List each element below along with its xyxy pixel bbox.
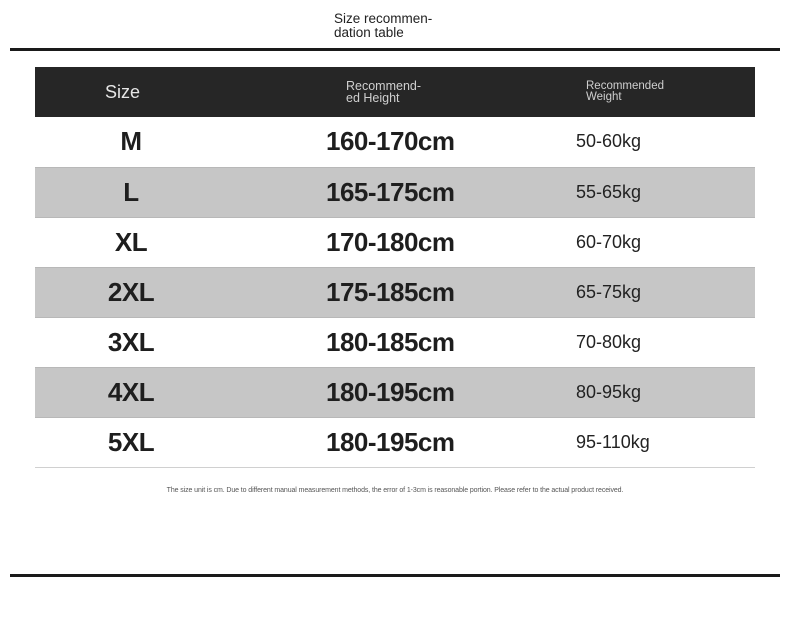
weight-cell: 50-60kg bbox=[576, 131, 642, 152]
header-recommended-height bbox=[235, 67, 565, 117]
table-row bbox=[35, 117, 755, 167]
height-cell: 180-195cm bbox=[235, 367, 565, 417]
header-height-line-2: ed Height bbox=[346, 91, 400, 105]
weight-cell: 60-70kg bbox=[565, 217, 755, 267]
table-row bbox=[35, 217, 755, 267]
table-row bbox=[35, 167, 755, 217]
weight-cell: 65-75kg bbox=[565, 267, 755, 317]
header-height-line-1: Recommend- bbox=[346, 79, 422, 93]
page-title bbox=[334, 12, 432, 40]
weight-cell: 80-95kg bbox=[565, 367, 755, 417]
top-divider bbox=[10, 48, 780, 51]
height-cell: 160-170cm bbox=[326, 126, 455, 157]
header-size: Size bbox=[105, 81, 141, 102]
size-cell bbox=[35, 367, 235, 417]
height-cell: 180-185cm bbox=[235, 317, 565, 367]
size-value: 3XL bbox=[107, 326, 155, 357]
height-cell: 175-185cm bbox=[235, 267, 565, 317]
header-weight-line-1: Recommended bbox=[586, 80, 664, 92]
header-recommended-weight bbox=[565, 67, 755, 117]
weight-cell: 95-110kg bbox=[565, 417, 755, 467]
size-value: XL bbox=[114, 226, 148, 257]
size-value: 2XL bbox=[107, 276, 155, 307]
size-cell bbox=[35, 117, 235, 167]
size-cell bbox=[35, 167, 235, 217]
height-cell: 165-175cm bbox=[235, 167, 565, 217]
header-weight-line-2: Weight bbox=[586, 91, 622, 103]
size-recommendation-table bbox=[35, 67, 755, 468]
weight-cell: 55-65kg bbox=[565, 167, 755, 217]
table-row bbox=[35, 317, 755, 367]
size-cell bbox=[35, 217, 235, 267]
table-row bbox=[35, 267, 755, 317]
height-cell: 170-180cm bbox=[235, 217, 565, 267]
bottom-divider bbox=[10, 574, 780, 577]
page-title-line-2: dation table bbox=[334, 25, 404, 40]
size-cell bbox=[35, 417, 235, 467]
size-value: 5XL bbox=[107, 426, 155, 457]
measurement-note: The size unit is cm. Due to different manual measurement methods, the error of 1-3cm is reasonable portion. Please refer to the actual product received. bbox=[166, 487, 624, 494]
weight-cell: 70-80kg bbox=[565, 317, 755, 367]
size-value: L bbox=[123, 176, 139, 207]
table-row bbox=[35, 417, 755, 467]
size-cell bbox=[35, 317, 235, 367]
size-value: 4XL bbox=[107, 376, 155, 407]
height-cell: 180-195cm bbox=[235, 417, 565, 467]
table-header-row bbox=[35, 67, 755, 117]
size-value: M bbox=[120, 126, 142, 157]
page-title-line-1: Size recommen- bbox=[334, 11, 433, 26]
table-row bbox=[35, 367, 755, 417]
size-cell bbox=[35, 267, 235, 317]
